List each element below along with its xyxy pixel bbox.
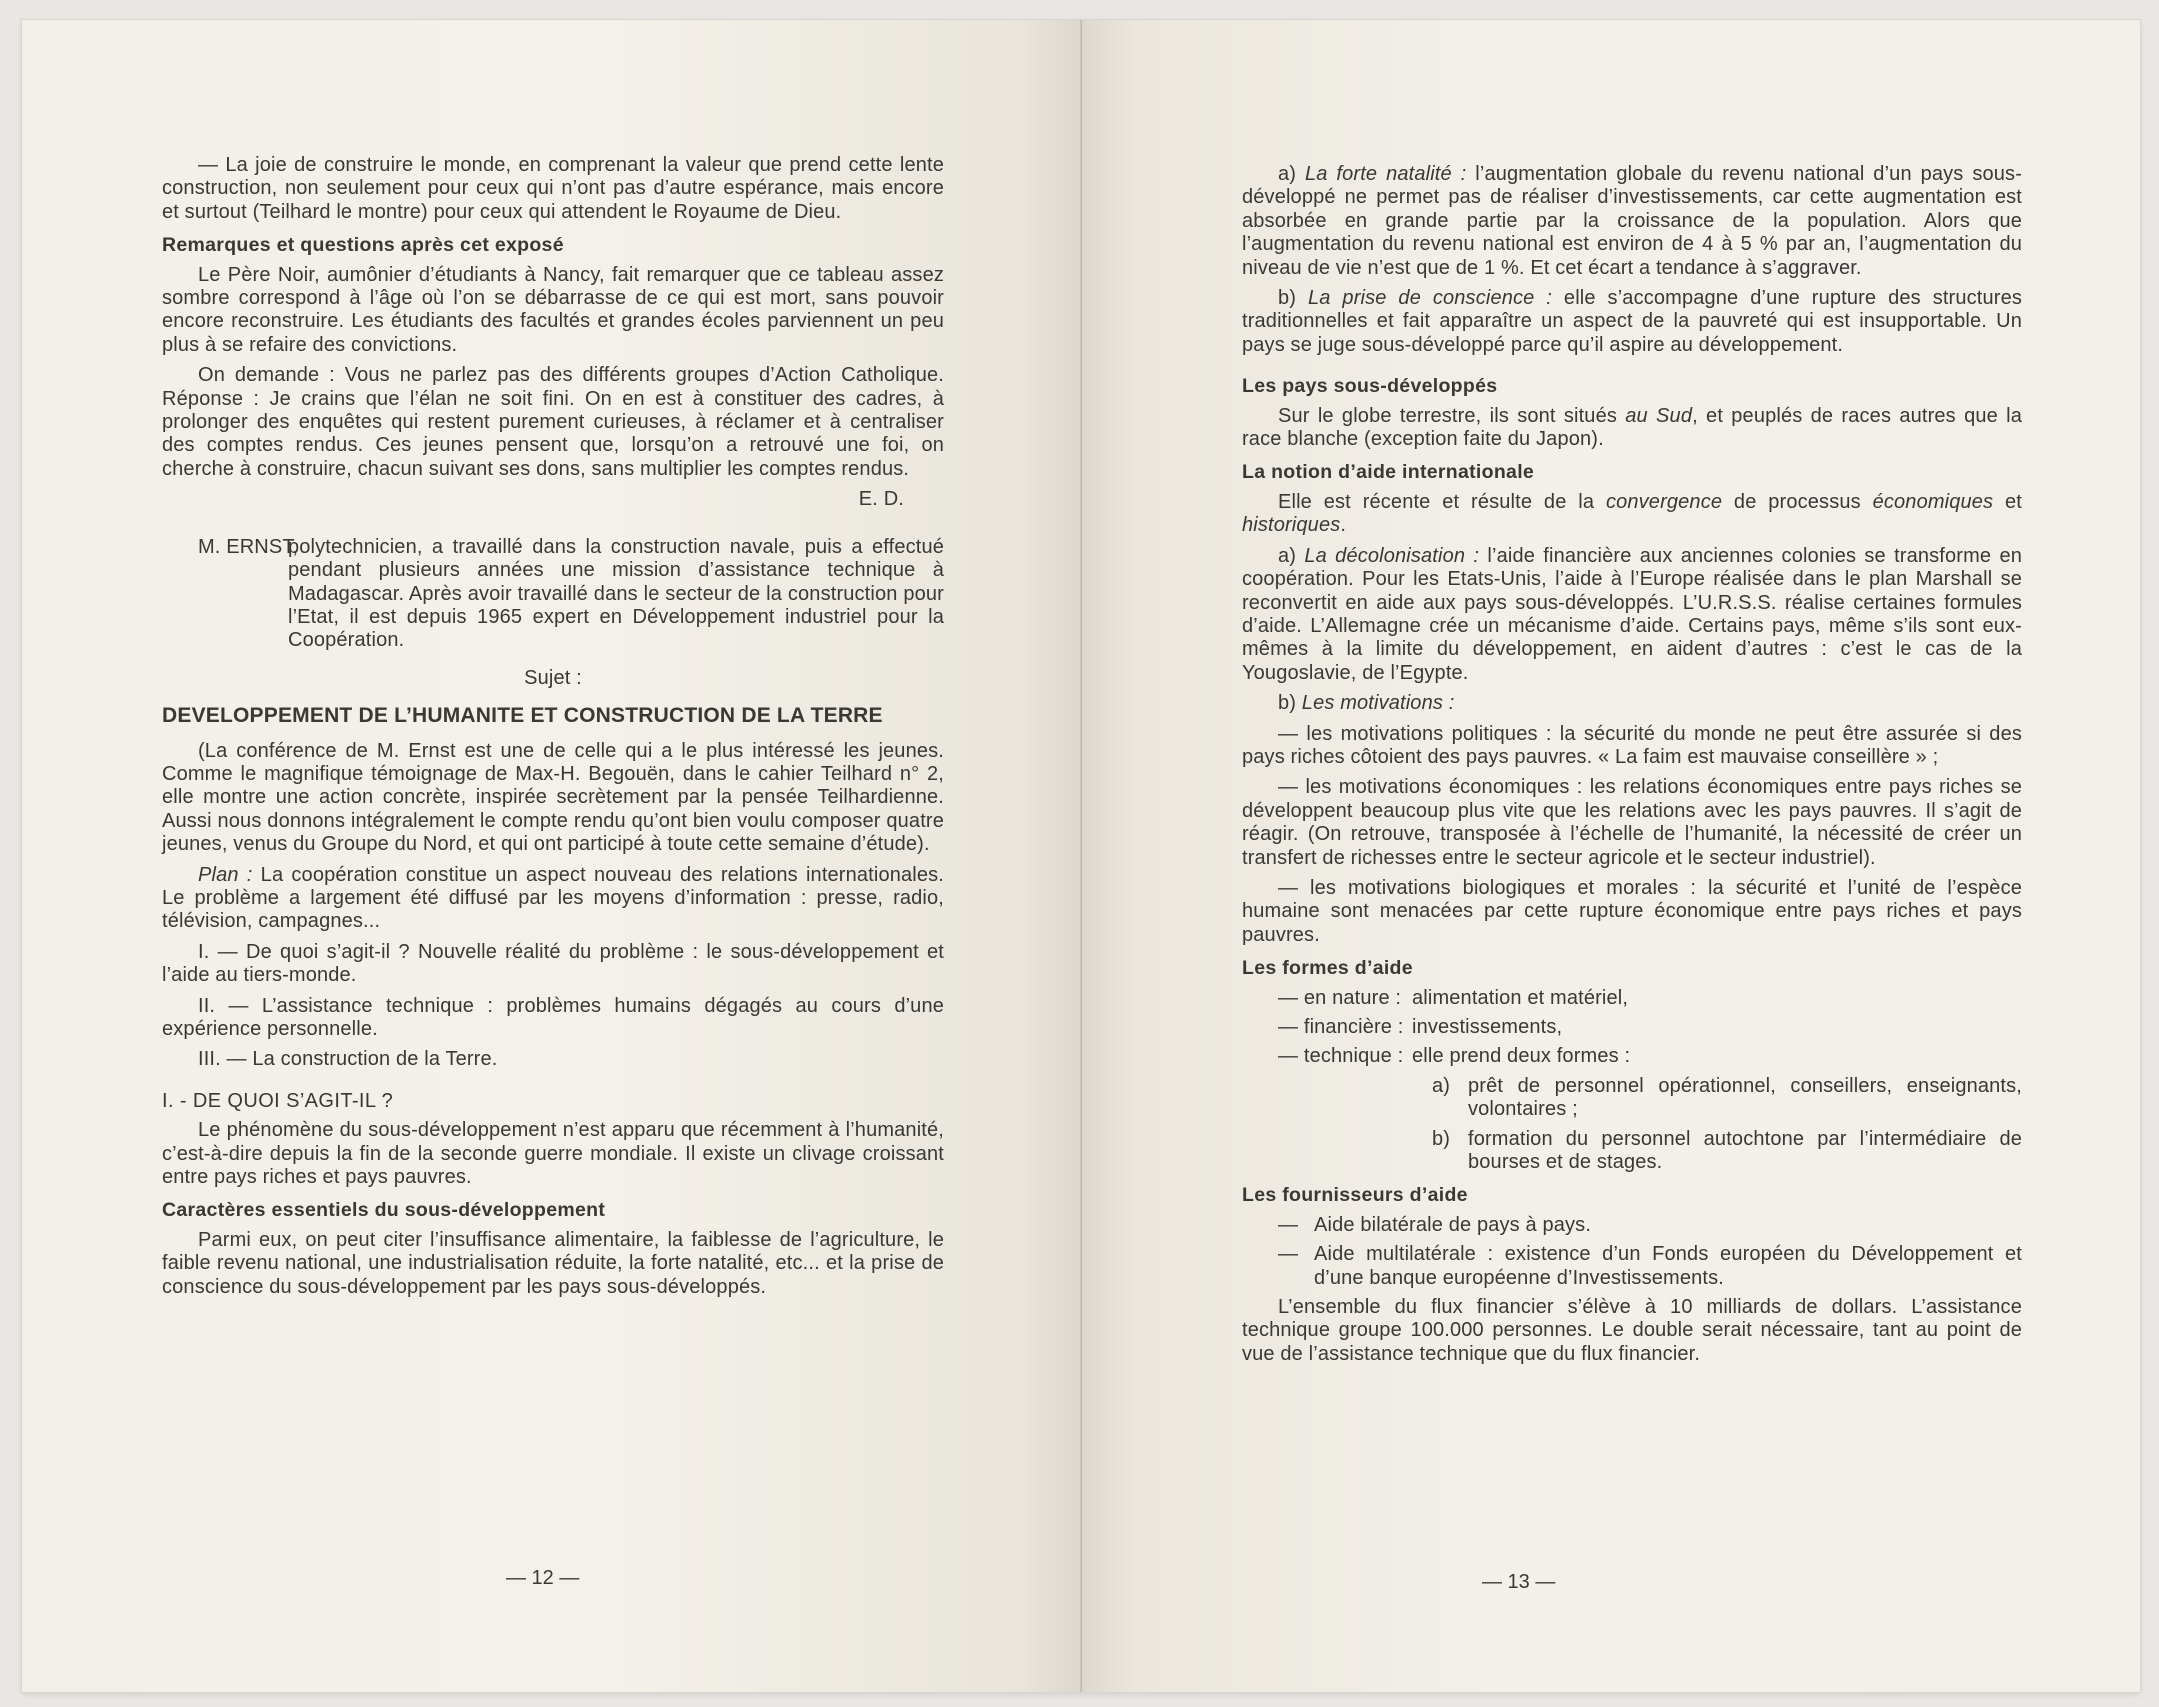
paragraph-intro: (La conférence de M. Ernst est une de celle qui a le plus intéressé les jeunes. Comme le magnifique témoignage de Max-H. Begouën, dans le cahier Teilhard n° 2, elle montre une action concrète, inspirée secrètement par la pensée Teilhardienne. Aussi nous donnons intégralement le compte rendu qu’ont bien voulu composer quatre jeunes, venus du Groupe du Nord, et qui ont participé à toute cette semaine d’étude). (162, 739, 944, 856)
item-b-label: b) (1278, 287, 1308, 310)
forme-item (1242, 1016, 2022, 1039)
forme-item (1242, 1045, 2022, 1068)
notion-em-2: économiques (1872, 490, 1994, 513)
item-a-term: La forte natalité : (1304, 163, 1467, 185)
heading-formes: Les formes d’aide (1242, 957, 1413, 980)
deco-text: l’aide financière aux anciennes colonies se transforme en coopération. Pour les Etats-Unis, l’aide à l’Europe réalisée dans le plan Marshall se reconvertit en aide aux pays sous-développés. L’U.R.S.S. réalise certaines formules d’aide. L’Allemagne crée un mécanisme d’aide. Certains pays, même s’ils sont eux-mêmes à la limite du développement, en aident d’autres : c’est le cas de la Yougoslavie, de l’Egypte. (1242, 544, 2022, 684)
pays-text-1: Sur le globe terrestre, ils sont situés (1278, 404, 1626, 427)
sujet-label: Sujet : (524, 666, 582, 689)
fournisseur-item (1242, 1243, 2022, 1290)
paragraph-natalite (1242, 163, 2022, 280)
paragraph-parmi-eux: Parmi eux, on peut citer l’insuffisance alimentaire, la faiblesse de l’agriculture, le faible revenu national, une industrialisation réduite, la forte natalité, etc... et la prise de conscience du sous-développement par les pays sous-développés. (162, 1228, 944, 1298)
notion-text-1: Elle est récente et résulte de la (1278, 490, 1606, 513)
right-page-column (1242, 163, 2022, 1373)
sub-item-text: prêt de personnel opérationnel, conseillers, enseignants, volontaires ; (1468, 1074, 2022, 1121)
heading-pays: Les pays sous-développés (1242, 375, 1498, 398)
plan-item-3: III. — La construction de la Terre. (198, 1048, 498, 1071)
fournisseur-dash: — (1278, 1213, 1299, 1236)
paragraph-pays (1242, 405, 2022, 452)
left-page-column (162, 154, 944, 1306)
page-number-right: — 13 — (1482, 1571, 1556, 1593)
forme-desc: elle prend deux formes : (1412, 1045, 1631, 1068)
notion-text-4: . (1340, 514, 1347, 537)
notion-text-3: et (1993, 490, 2023, 513)
paragraph-joie: — La joie de construire le monde, en comprenant la valeur que prend cette lente construction, non seulement pour ceux qui n’ont pas d’autre espérance, mais encore et surtout (Teilhard le montre) pour ceux qui attendent le Royaume de Dieu. (162, 154, 944, 223)
technique-sub-item (1242, 1128, 2022, 1175)
motiv-term: Les motivations : (1301, 692, 1455, 715)
pays-text-2: , et peuplés de races autres que la race blanche (exception faite du Japon). (1242, 404, 2023, 451)
forme-term: — financière : (1278, 1016, 1404, 1038)
paragraph-plan (162, 864, 944, 934)
technique-sub-item (1242, 1075, 2022, 1122)
sub-item-key: b) (1432, 1127, 1451, 1150)
paragraph-prise-conscience (1242, 287, 2022, 357)
booklet-spread (22, 20, 2140, 1692)
fournisseur-text: Aide multilatérale : existence d’un Fonds européen du Développement et d’une banque européenne d’Investissements. (1314, 1243, 2022, 1289)
fournisseur-item (1242, 1214, 2022, 1237)
sub-item-key: a) (1432, 1074, 1451, 1097)
fournisseurs-list (1242, 1214, 2022, 1290)
page-number-left: — 12 — (506, 1567, 580, 1589)
speaker-bio (162, 536, 944, 653)
paragraph-notion (1242, 491, 2022, 538)
plan-item-1: I. — De quoi s’agit-il ? Nouvelle réalité du problème : le sous-développement et l’aide au tiers-monde. (162, 940, 944, 987)
deco-term: La décolonisation : (1304, 544, 1480, 567)
forme-item (1242, 987, 2022, 1010)
heading-fournisseurs: Les fournisseurs d’aide (1242, 1184, 1468, 1207)
notion-text-2: de processus (1722, 490, 1873, 513)
fournisseur-text: Aide bilatérale de pays à pays. (1314, 1213, 1592, 1236)
forme-desc: alimentation et matériel, (1412, 986, 1629, 1009)
motiv-label: b) (1278, 692, 1302, 715)
signature: E. D. (858, 488, 904, 511)
sub-item-text: formation du personnel autochtone par l’intermédiaire de bourses et de stages. (1468, 1127, 2022, 1174)
item-b-term: La prise de conscience : (1307, 287, 1553, 310)
speaker-name: M. ERNST, (198, 535, 299, 558)
pays-em: au Sud (1625, 404, 1693, 427)
notion-em-3: historiques (1242, 514, 1341, 537)
forme-term: — en nature : (1278, 986, 1402, 1009)
item-b-text: elle s’accompagne d’une rupture des structures traditionnelles et fait apparaître un aspect de la pauvreté qui est insupportable. Un pays se juge sous-développé parce qu’il aspire au développement. (1242, 287, 2022, 356)
fournisseur-dash: — (1278, 1243, 1299, 1266)
item-a-label: a) (1278, 163, 1305, 185)
paragraph-phenomene: Le phénomène du sous-développement n’est apparu que récemment à l’humanité, c’est-à-dire depuis la fin de la seconde guerre mondiale. Il existe un clivage croissant entre pays riches et pays pauvres. (162, 1119, 944, 1189)
heading-caracteres: Caractères essentiels du sous-développement (162, 1199, 606, 1222)
paragraph-motiv-economiques: — les motivations économiques : les relations économiques entre pays riches se développent beaucoup plus vite que les relations avec les pays pauvres. Il s’agit de réagir. (On retrouve, transposée à l’échelle de l’humanité, la nécessité de créer un transfert de richesses entre le secteur agricole et le secteur industriel). (1242, 776, 2022, 869)
notion-em-1: convergence (1605, 490, 1723, 513)
paragraph-motiv-biologiques: — les motivations biologiques et morales : la sécurité et l’unité de l’espèce humaine sont menacées par cette rupture économique entre pays riches et pays pauvres. (1242, 876, 2022, 946)
paragraph-on-demande: On demande : Vous ne parlez pas des différents groupes d’Action Catholique. Réponse : Je crains que l’élan ne soit fini. On en est à constituer des cadres, à prolonger des enquêtes qui restent purement curieuses, à réclamer et à centraliser des comptes rendus. Ces jeunes pensent que, lorsqu’on a retrouvé une foi, on cherche à construire, chacun suivant ses dons, sans multiplier les comptes rendus. (162, 364, 944, 480)
section-heading-1: I. - DE QUOI S’AGIT-IL ? (162, 1089, 394, 1112)
formes-list (1242, 987, 2022, 1069)
paragraph-motivations (1242, 692, 2022, 715)
plan-label: Plan : (198, 863, 253, 886)
left-page (22, 20, 1082, 1692)
paragraph-flux: L’ensemble du flux financier s’élève à 10 milliards de dollars. L’assistance technique groupe 100.000 personnes. Le double serait nécessaire, tant au point de vue de l’assistance technique que du flux financier. (1242, 1296, 2022, 1365)
paragraph-pere-noir: Le Père Noir, aumônier d’étudiants à Nancy, fait remarquer que ce tableau assez sombre correspond à l’âge où l’on se débarrasse de ce qui est mort, sans pouvoir encore reconstruire. Les étudiants des facultés et grandes écoles parviennent un peu plus à se refaire des convictions. (162, 263, 944, 356)
speaker-bio-text: polytechnicien, a travaillé dans la construction navale, puis a effectué pendant plusieurs années une mission d’assistance technique à Madagascar. Après avoir travaillé dans le secteur de la construction pour l’Etat, il est depuis 1965 expert en Développement industriel pour la Coopération. (288, 535, 944, 652)
forme-desc: investissements, (1412, 1016, 1563, 1038)
conference-title: DEVELOPPEMENT DE L’HUMANITE ET CONSTRUCTION DE LA TERRE (162, 704, 883, 728)
paragraph-motiv-politiques: — les motivations politiques : la sécurité du monde ne peut être assurée si des pays riches côtoient des pays pauvres. « La faim est mauvaise conseillère » ; (1242, 722, 2022, 768)
heading-notion: La notion d’aide internationale (1242, 461, 1535, 484)
deco-label: a) (1278, 544, 1305, 567)
right-page (1082, 20, 2140, 1692)
heading-remarques: Remarques et questions après cet exposé (162, 234, 564, 257)
forme-term: — technique : (1278, 1045, 1404, 1068)
plan-item-2: II. — L’assistance technique : problèmes humains dégagés au cours d’une expérience personnelle. (162, 994, 944, 1040)
paragraph-decolonisation (1242, 545, 2022, 685)
plan-text: La coopération constitue un aspect nouveau des relations internationales. Le problème a largement été diffusé par les moyens d’information : presse, radio, télévision, campagnes... (162, 863, 945, 933)
item-a-text: l’augmentation globale du revenu national d’un pays sous-développé ne permet pas de réaliser d’investissements, car cette augmentation est absorbée en grande partie par la croissance de la population. Alors que l’augmentation du revenu national est environ de 4 à 5 % par an, l’augmentation du niveau de vie n’est que de 1 %. Et cet écart a tendance à s’aggraver. (1242, 163, 2022, 279)
technique-sub-list (1242, 1075, 2022, 1175)
